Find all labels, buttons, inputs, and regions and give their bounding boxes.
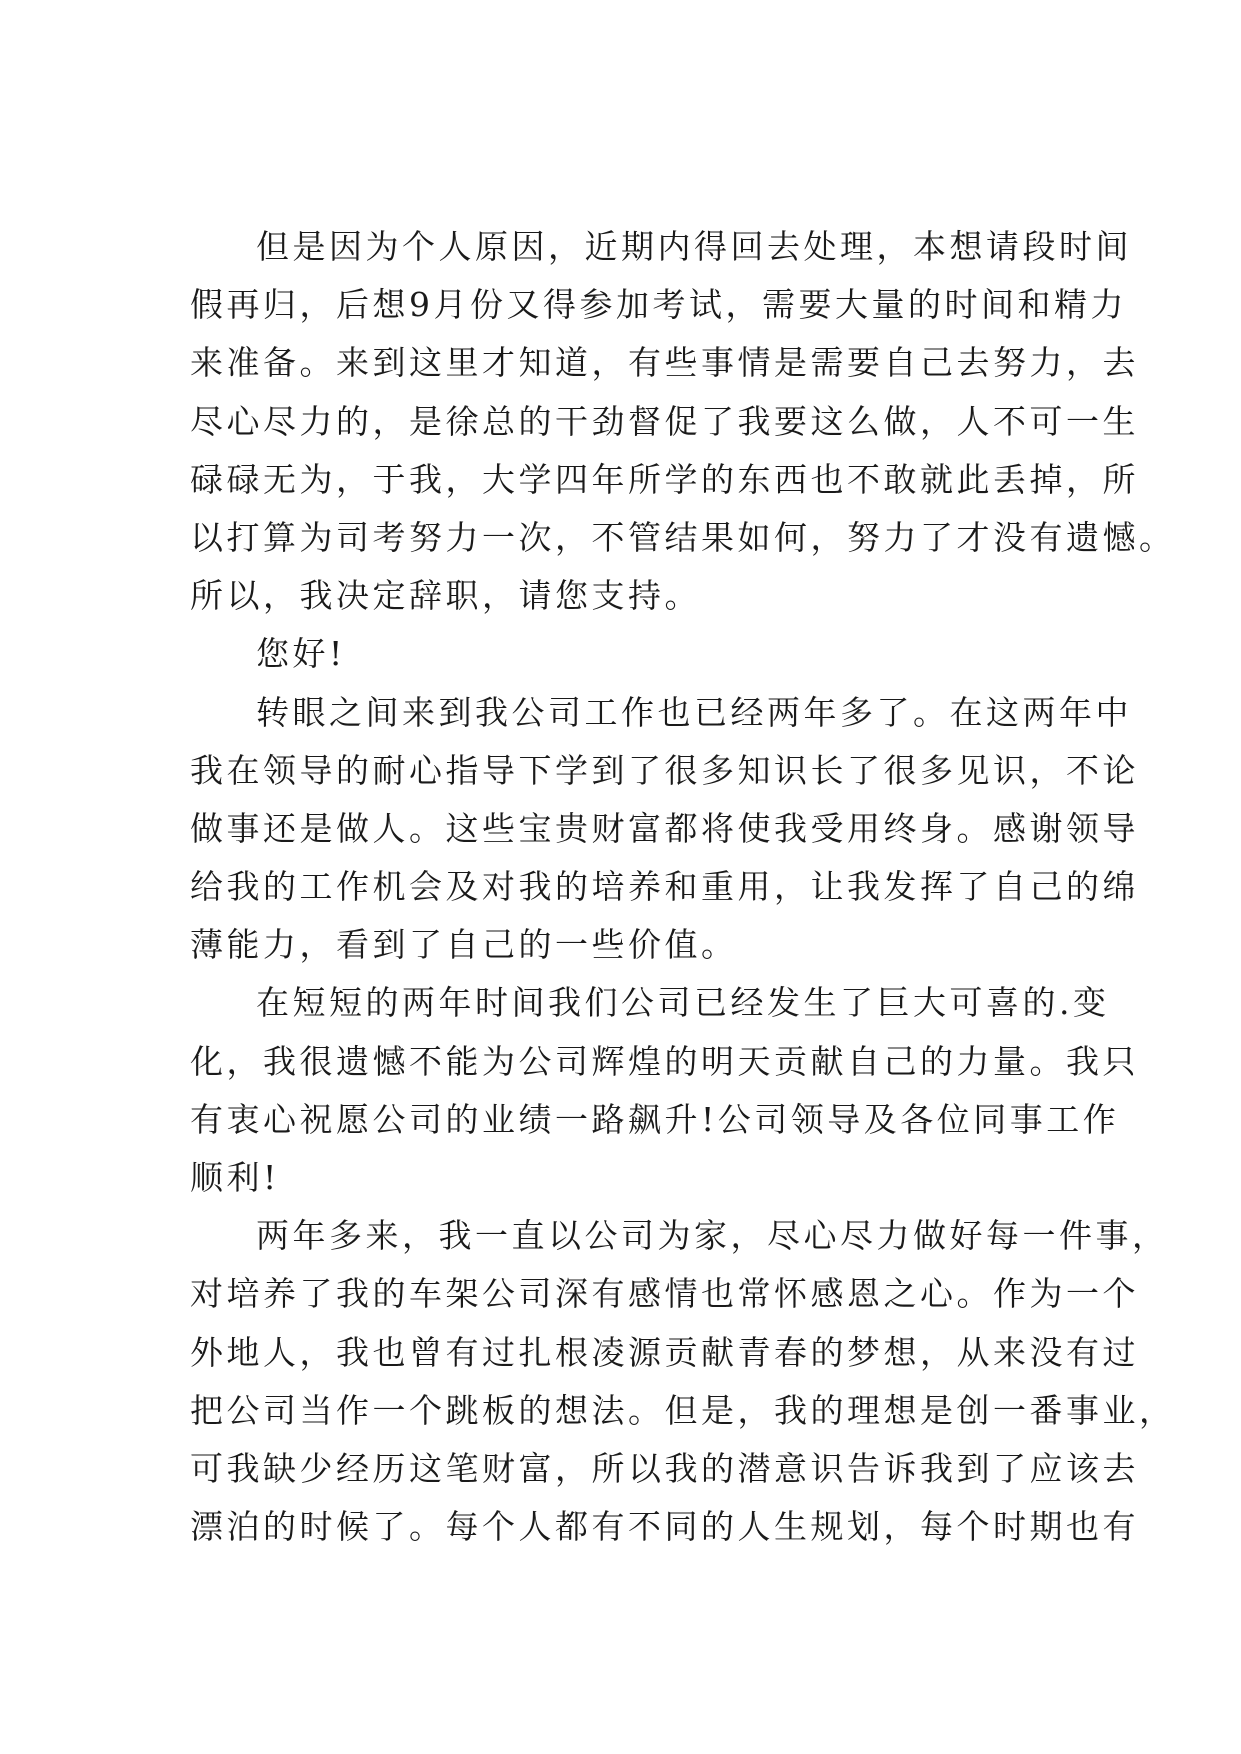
text-line: 假再归，后想9月份又得参加考试，需要大量的时间和精力 [190,285,1127,325]
paragraph-4 [190,974,1139,1207]
text-line: 我在领导的耐心指导下学到了很多知识长了很多见识，不论 [190,750,1139,790]
text-line: 薄能力，看到了自己的一些价值。 [190,925,738,965]
text-line: 有衷心祝愿公司的业绩一路飙升!公司领导及各位同事工作 [190,1099,1120,1139]
text-line: 所以，我决定辞职，请您支持。 [190,576,701,616]
text-line: 在短短的两年时间我们公司已经发生了巨大可喜的.变 [256,983,1110,1023]
text-line: 碌碌无为，于我，大学四年所学的东西也不敢就此丢掉，所 [190,459,1139,499]
paragraph-5 [190,1207,1176,1556]
paragraph-2 [190,625,1052,683]
greeting-line: 您好! [256,634,346,674]
text-line: 外地人，我也曾有过扎根凌源贡献青春的梦想，从来没有过 [190,1332,1139,1372]
text-line: 给我的工作机会及对我的培养和重用，让我发挥了自己的绵 [190,867,1139,907]
text-line: 可我缺少经历这笔财富，所以我的潜意识告诉我到了应该去 [190,1448,1139,1488]
text-line: 以打算为司考努力一次，不管结果如何，努力了才没有遗憾。 [190,517,1176,557]
paragraph-1 [190,218,1176,625]
text-line: 对培养了我的车架公司深有感情也常怀感恩之心。作为一个 [190,1274,1139,1314]
text-line: 把公司当作一个跳板的想法。但是，我的理想是创一番事业， [190,1390,1176,1430]
text-line: 但是因为个人原因，近期内得回去处理，本想请段时间 [256,227,1132,266]
text-line: 做事还是做人。这些宝贵财富都将使我受用终身。感谢领导 [190,808,1139,848]
document-body [190,218,1176,1556]
text-line: 化，我很遗憾不能为公司辉煌的明天贡献自己的力量。我只 [190,1041,1139,1081]
text-line: 转眼之间来到我公司工作也已经两年多了。在这两年中 [256,692,1132,732]
text-line: 顺利! [190,1158,280,1197]
text-line: 漂泊的时候了。每个人都有不同的人生规划，每个时期也有 [190,1507,1139,1547]
text-line: 尽心尽力的，是徐总的干劲督促了我要这么做，人不可一生 [190,401,1139,441]
paragraph-3 [190,684,1139,975]
text-line: 来准备。来到这里才知道，有些事情是需要自己去努力，去 [190,343,1139,383]
text-line: 两年多来，我一直以公司为家，尽心尽力做好每一件事， [256,1216,1169,1256]
